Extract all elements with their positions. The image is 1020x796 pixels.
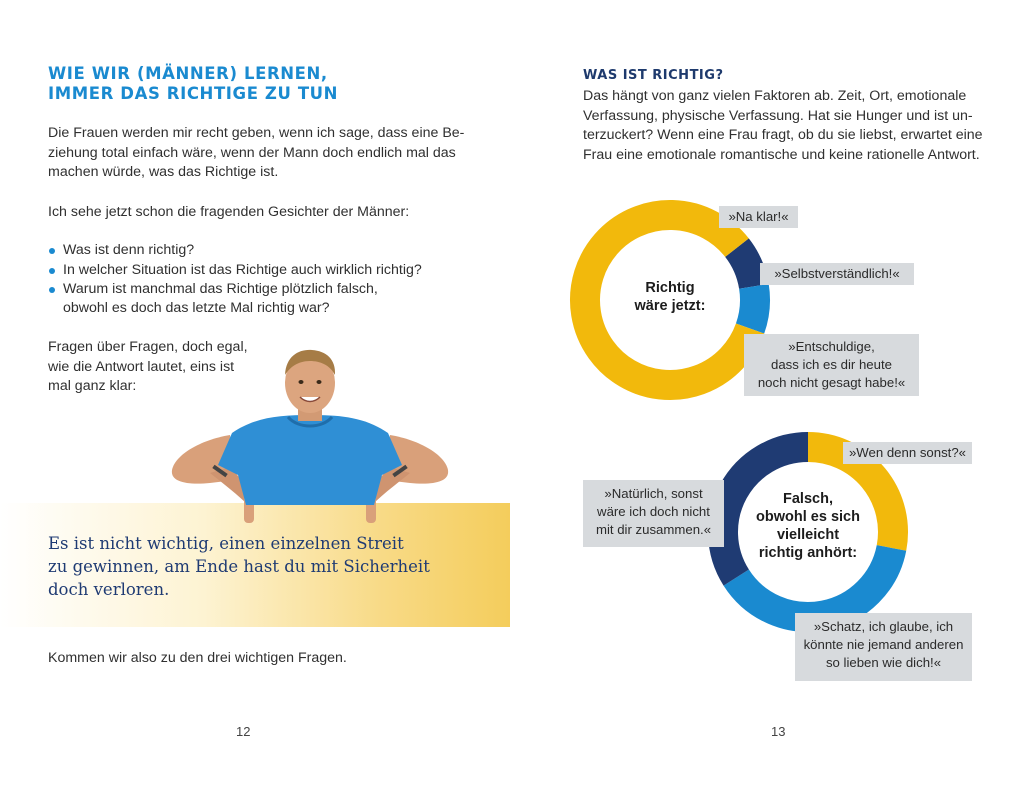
label-line: »Schatz, ich glaube, ich <box>813 619 954 634</box>
chart-label <box>843 442 972 464</box>
center-line: Richtig <box>645 280 695 296</box>
title-line: WIE WIR (MÄNNER) LERNEN, <box>48 64 328 83</box>
text-line: Fragen über Fragen, doch egal, <box>48 339 248 355</box>
center-line: obwohl es sich <box>756 509 860 525</box>
text-line: wie die Antwort lautet, eins ist <box>48 358 235 375</box>
page-number-left: 12 <box>236 724 251 739</box>
quote-line: zu gewinnen, am Ende hast du mit Sicherheit <box>48 557 430 576</box>
text-line: Ich sehe jetzt schon die fragenden Gesichter der Männer: <box>48 204 410 220</box>
center-line: wäre jetzt: <box>634 298 706 314</box>
quote-line: doch verloren. <box>48 580 170 599</box>
list-item-continuation <box>63 299 330 319</box>
title-line: IMMER DAS RICHTIGE ZU TUN <box>48 84 339 103</box>
faces-paragraph <box>48 203 409 223</box>
center-line: Falsch, <box>783 491 833 507</box>
label-line: »Wen denn sonst?« <box>848 445 967 460</box>
text-line: ziehung total einfach wäre, wenn der Mann doch endlich mal das <box>48 144 456 161</box>
list-item: In welcher Situation ist das Richtige auch wirklich richtig? <box>48 261 422 281</box>
donut-segment-1 <box>737 248 754 287</box>
page-number-right: 13 <box>771 724 786 739</box>
donut-center-text <box>610 279 730 315</box>
label-line: mit dir zusammen.« <box>595 522 712 537</box>
label-line: »Natürlich, sonst <box>604 486 703 501</box>
man-pointing-illustration <box>160 345 460 525</box>
label-line: so lieben wie dich!« <box>825 655 942 670</box>
center-line: richtig anhört: <box>758 545 858 561</box>
question-list <box>48 241 422 300</box>
center-line: vielleicht <box>776 527 840 543</box>
text-line: Kommen wir also zu den drei wichtigen Fragen. <box>48 650 347 666</box>
label-line: dass ich es dir heute <box>771 357 892 372</box>
pull-quote <box>48 532 430 601</box>
label-line: »Na klar!« <box>728 209 789 224</box>
text-line: Das hängt von ganz vielen Faktoren ab. Zeit, Ort, emotionale <box>583 88 967 104</box>
label-line: »Entschuldige, <box>788 339 875 354</box>
list-item: Was ist denn richtig? <box>48 241 422 261</box>
quote-line: Es ist nicht wichtig, einen einzelnen Streit <box>48 534 404 553</box>
chart-label <box>795 613 972 681</box>
intro-paragraph <box>48 124 464 183</box>
chart-label <box>583 480 724 547</box>
donut-segment-2 <box>750 286 755 328</box>
text-line: terzuckert? Wenn eine Frau fragt, ob du sie liebst, erwartet eine <box>583 127 983 143</box>
label-line: könnte nie jemand anderen <box>803 637 964 652</box>
label-line: noch nicht gesagt habe!« <box>757 375 906 390</box>
label-line: wäre ich doch nicht <box>597 504 710 519</box>
text-line: Frau eine emotionale romantische und keine rationelle Antwort. <box>583 146 980 163</box>
chart-label <box>719 206 798 228</box>
chart-label <box>744 334 919 396</box>
text-line: mal ganz klar: <box>48 378 137 394</box>
text-line: machen würde, was das Richtige ist. <box>48 164 279 180</box>
closing-paragraph <box>48 649 347 669</box>
text-line: obwohl es doch das letzte Mal richtig war? <box>63 300 330 316</box>
page-title <box>48 64 338 104</box>
donut-center-text <box>748 490 868 562</box>
text-line: Die Frauen werden mir recht geben, wenn ich sage, dass eine Be- <box>48 125 465 141</box>
label-line: »Selbstverständlich!« <box>774 266 900 281</box>
list-item: Warum ist manchmal das Richtige plötzlich falsch, <box>48 280 422 300</box>
chart-label <box>760 263 914 285</box>
text-line: Verfassung, physische Verfassung. Hat sie Hunger und ist un- <box>583 107 973 124</box>
section-body <box>583 87 983 165</box>
section-heading: WAS IST RICHTIG? <box>583 68 724 83</box>
